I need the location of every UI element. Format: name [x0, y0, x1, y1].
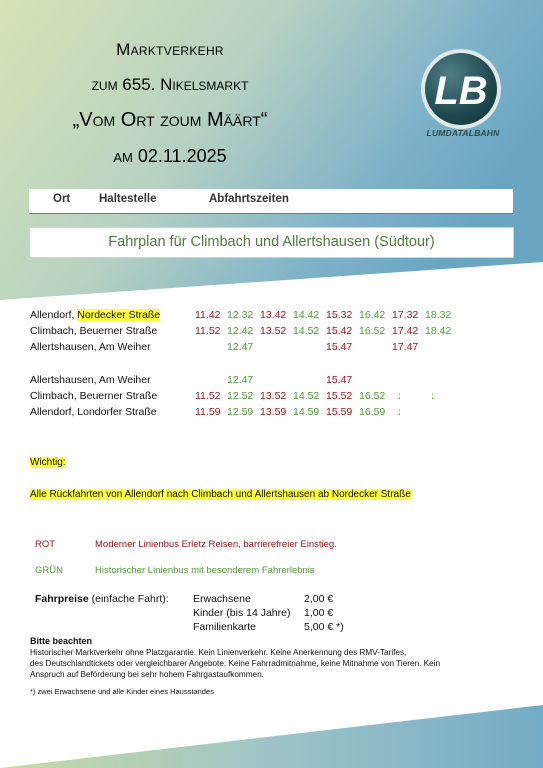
- departure-time: 11.52: [195, 390, 221, 402]
- notes-line-3: Anspruch auf Beförderung bei sehr hohem Fahrgastaufkommen.: [30, 670, 264, 679]
- departure-time: 17.42: [392, 325, 419, 337]
- footnote: *) zwei Erwachsene und alle Kinder eines Hausstandes: [30, 687, 214, 696]
- stop-name: Climbach, Beuerner Straße: [30, 325, 158, 337]
- departure-time: 11.52: [195, 325, 221, 337]
- departure-time: 12.52: [227, 390, 254, 402]
- departure-time: 15.59: [326, 406, 353, 418]
- logo-text: LUMDATALBAHN: [426, 128, 500, 138]
- fares-label: Fahrpreise (einfache Fahrt):: [35, 593, 169, 605]
- departure-time: 13.59: [260, 406, 287, 418]
- departure-time: 17.47: [392, 341, 419, 353]
- important-text: Alle Rückfahrten von Allendorf nach Climbach und Allertshausen ab Nordecker Straße: [30, 489, 411, 500]
- departure-time: :: [398, 390, 401, 402]
- departure-time: 13.52: [260, 390, 287, 402]
- title-line-4: am 02.11.2025: [113, 146, 227, 166]
- departure-time: 14.52: [293, 390, 320, 402]
- departure-time: 11.59: [195, 406, 221, 418]
- departure-time: 17.32: [392, 309, 419, 321]
- departure-time: 16.59: [359, 406, 386, 418]
- important-label: Wichtig:: [30, 457, 66, 468]
- fare-name-2: Familienkarte: [193, 621, 257, 633]
- lumdatalbahn-logo: [420, 48, 502, 130]
- departure-time: 15.47: [326, 374, 353, 386]
- header-haltestelle: Haltestelle: [99, 193, 157, 205]
- stop-name: Allendorf, Nordecker Straße: [30, 309, 161, 321]
- departure-time: :: [398, 406, 401, 418]
- fare-price-2: 5,00 € *): [304, 621, 344, 633]
- departure-time: 15.42: [326, 325, 353, 337]
- departure-time: 18.32: [425, 309, 452, 321]
- legend-text-green: Historischer Linienbus mit besonderem Fahrerlebnis: [95, 565, 315, 576]
- fare-price-0: 2,00 €: [304, 593, 334, 605]
- departure-time: 12.47: [227, 341, 254, 353]
- departure-time: 12.42: [227, 325, 254, 337]
- title-line-1: Marktverkehr: [116, 40, 224, 59]
- stop-name: Allendorf, Londorfer Straße: [30, 406, 157, 418]
- departure-time: 14.52: [293, 325, 320, 337]
- stop-name: Allertshausen, Am Weiher: [30, 341, 151, 353]
- departure-time: 14.59: [293, 406, 320, 418]
- legend-text-red: Moderner Linienbus Erletz Reisen, barrierefreier Einstieg.: [95, 539, 337, 550]
- subtitle: Fahrplan für Climbach und Allertshausen (Südtour): [108, 234, 435, 250]
- subtitle-box: [29, 227, 514, 258]
- departure-time: :: [431, 390, 434, 402]
- departure-time: 13.52: [260, 325, 287, 337]
- logo-letters: LB: [434, 69, 488, 113]
- notes-line-2: des Deutschlandtickets oder vergleichbarer Angebote. Keine Fahrradmitnahme, keine Mitnahme von Tieren. Kein: [30, 659, 441, 668]
- fare-price-1: 1,00 €: [304, 607, 334, 619]
- stop-name: Allertshausen, Am Weiher: [30, 374, 151, 386]
- departure-time: 16.42: [359, 309, 386, 321]
- departure-time: 18.42: [425, 325, 452, 337]
- departure-time: 16.52: [359, 325, 386, 337]
- title-line-2: zum 655. Nikelsmarkt: [91, 75, 249, 94]
- table-header: [29, 189, 513, 214]
- departure-time: 12.32: [227, 309, 254, 321]
- title-line-3: „Vom Ort zoum Määrt“: [72, 109, 268, 131]
- departure-time: 13.42: [260, 309, 287, 321]
- departure-time: 12.47: [227, 374, 254, 386]
- legend-key-red: ROT: [35, 539, 56, 550]
- departure-time: 15.52: [326, 390, 353, 402]
- departure-time: 14.42: [293, 309, 320, 321]
- stop-name: Climbach, Beuerner Straße: [30, 390, 158, 402]
- notes-line-1: Historischer Marktverkehr ohne Platzgarantie. Kein Linienverkehr. Keine Anerkennung des RMV-Tarifes,: [30, 648, 407, 657]
- departure-time: 15.32: [326, 309, 353, 321]
- legend-key-green: GRÜN: [35, 565, 63, 576]
- departure-time: 12.59: [227, 406, 254, 418]
- notes-heading: Bitte beachten: [30, 636, 93, 646]
- header-ort: Ort: [53, 193, 71, 205]
- fare-name-0: Erwachsene: [193, 593, 251, 605]
- fare-name-1: Kinder (bis 14 Jahre): [193, 607, 291, 619]
- departure-time: 15.47: [326, 341, 353, 353]
- departure-time: 11.42: [195, 309, 221, 321]
- header-abfahrtszeiten: Abfahrtszeiten: [209, 193, 289, 205]
- departure-time: 16.52: [359, 390, 386, 402]
